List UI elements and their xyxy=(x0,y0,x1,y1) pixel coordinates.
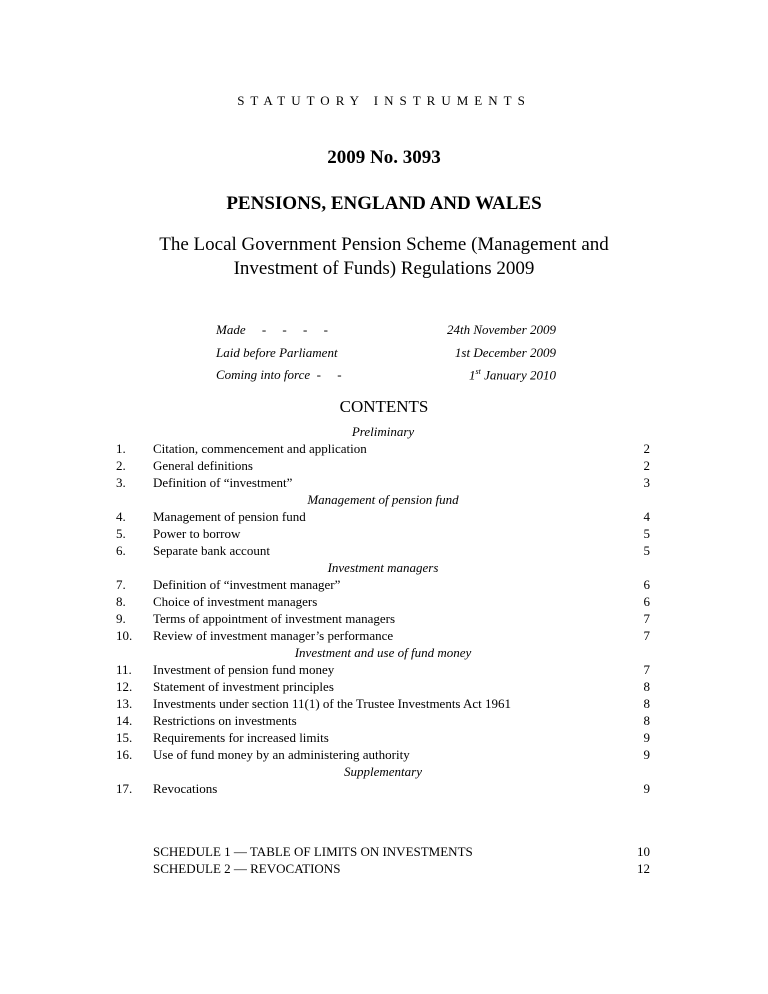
toc-entry[interactable] xyxy=(116,729,650,746)
schedule-entry-page: 10 xyxy=(637,844,650,859)
toc-entry[interactable] xyxy=(116,440,650,457)
toc-entry-text: Statement of investment principles xyxy=(153,679,334,694)
toc-entry[interactable] xyxy=(116,627,650,644)
subject-heading: PENSIONS, ENGLAND AND WALES xyxy=(226,193,542,214)
toc-entry-page: 5 xyxy=(643,543,650,558)
series-heading: STATUTORY INSTRUMENTS xyxy=(237,93,531,108)
toc-entry-text: Review of investment manager’s performance xyxy=(153,628,394,643)
toc-entry-number: 14. xyxy=(116,713,133,728)
laid-date: 1st December 2009 xyxy=(454,345,556,360)
toc-entry-page: 4 xyxy=(643,509,650,524)
schedule-entry-text: SCHEDULE 1 — TABLE OF LIMITS ON INVESTMENTS xyxy=(153,844,473,859)
toc-entry-text: Definition of “investment manager” xyxy=(153,577,341,592)
toc-entry-text: Investment of pension fund money xyxy=(153,662,335,677)
toc-entry-number: 4. xyxy=(116,509,126,524)
toc-section-heading: Investment managers xyxy=(327,560,439,575)
toc-entry-number: 11. xyxy=(116,662,132,677)
toc-entry-page: 9 xyxy=(643,781,650,796)
toc-section-heading: Preliminary xyxy=(351,424,415,439)
toc-entry-page: 2 xyxy=(643,458,650,473)
toc-entry-page: 9 xyxy=(643,747,650,762)
made-label: Made - - - - xyxy=(216,322,328,337)
laid-label: Laid before Parliament xyxy=(216,345,338,360)
toc-entry-number: 17. xyxy=(116,781,133,796)
schedule-entry-page: 12 xyxy=(637,861,650,876)
toc-entry-page: 8 xyxy=(643,713,650,728)
toc-entry-page: 8 xyxy=(643,696,650,711)
toc-entry-page: 2 xyxy=(643,441,650,456)
toc-entry-text: Management of pension fund xyxy=(153,509,306,524)
toc-entry-number: 1. xyxy=(116,441,126,456)
schedule-entry-text: SCHEDULE 2 — REVOCATIONS xyxy=(153,861,341,876)
toc-entry[interactable] xyxy=(116,695,650,712)
toc-section-heading: Management of pension fund xyxy=(307,492,459,507)
toc-entry[interactable] xyxy=(116,593,650,610)
toc-entry-text: Choice of investment managers xyxy=(153,594,318,609)
toc-entry-page: 5 xyxy=(643,526,650,541)
toc-entry-text: Terms of appointment of investment managers xyxy=(153,611,396,626)
toc-entry-number: 15. xyxy=(116,730,133,745)
toc-entry-number: 12. xyxy=(116,679,133,694)
toc-entry-text: General definitions xyxy=(153,458,253,473)
toc-entry-text: Definition of “investment” xyxy=(153,475,293,490)
toc-entry[interactable] xyxy=(116,780,650,797)
regulations-title: The Local Government Pension Scheme (Management and Investment of Funds) Regulations 2009 xyxy=(159,234,609,279)
toc-entry-number: 10. xyxy=(116,628,133,643)
toc-section-heading: Supplementary xyxy=(344,764,422,779)
toc-entry-number: 13. xyxy=(116,696,133,711)
toc-entry[interactable] xyxy=(116,474,650,491)
toc-entry-number: 3. xyxy=(116,475,126,490)
schedules-list xyxy=(153,843,650,877)
instrument-number: 2009 No. 3093 xyxy=(327,147,441,168)
toc-entry-text: Use of fund money by an administering authority xyxy=(153,747,410,762)
toc-entry-number: 8. xyxy=(116,594,126,609)
toc-entry-number: 6. xyxy=(116,543,126,558)
toc-entry-page: 7 xyxy=(643,662,650,677)
toc-entry-text: Revocations xyxy=(153,781,218,796)
toc-entry[interactable] xyxy=(116,661,650,678)
table-of-contents xyxy=(116,423,650,797)
toc-entry-page: 7 xyxy=(643,611,650,626)
toc-entry-page: 6 xyxy=(643,594,650,609)
schedule-entry[interactable] xyxy=(153,843,650,860)
toc-entry-text: Citation, commencement and application xyxy=(153,441,367,456)
schedule-entry[interactable] xyxy=(153,860,650,877)
toc-entry-number: 16. xyxy=(116,747,133,762)
toc-entry-page: 9 xyxy=(643,730,650,745)
toc-entry[interactable] xyxy=(116,576,650,593)
toc-entry-text: Separate bank account xyxy=(153,543,270,558)
toc-entry-page: 6 xyxy=(643,577,650,592)
toc-entry-text: Requirements for increased limits xyxy=(153,730,329,745)
toc-entry-page: 8 xyxy=(643,679,650,694)
toc-entry[interactable] xyxy=(116,457,650,474)
toc-entry[interactable] xyxy=(116,508,650,525)
toc-section-heading: Investment and use of fund money xyxy=(294,645,472,660)
toc-entry-number: 2. xyxy=(116,458,126,473)
toc-entry-number: 5. xyxy=(116,526,126,541)
toc-entry[interactable] xyxy=(116,678,650,695)
toc-entry[interactable] xyxy=(116,542,650,559)
toc-entry-number: 7. xyxy=(116,577,126,592)
toc-entry[interactable] xyxy=(116,610,650,627)
toc-entry-page: 7 xyxy=(643,628,650,643)
toc-entry-text: Investments under section 11(1) of the Trustee Investments Act 1961 xyxy=(153,696,512,711)
made-date: 24th November 2009 xyxy=(446,322,556,337)
toc-entry-number: 9. xyxy=(116,611,126,626)
toc-entry[interactable] xyxy=(116,525,650,542)
toc-entry[interactable] xyxy=(116,712,650,729)
toc-entry-text: Restrictions on investments xyxy=(153,713,297,728)
force-date: 1st January 2010 xyxy=(469,367,556,383)
toc-entry-text: Power to borrow xyxy=(153,526,241,541)
toc-entry-page: 3 xyxy=(643,475,650,490)
force-label: Coming into force - - xyxy=(216,367,342,382)
toc-entry[interactable] xyxy=(116,746,650,763)
contents-heading: CONTENTS xyxy=(339,397,429,416)
